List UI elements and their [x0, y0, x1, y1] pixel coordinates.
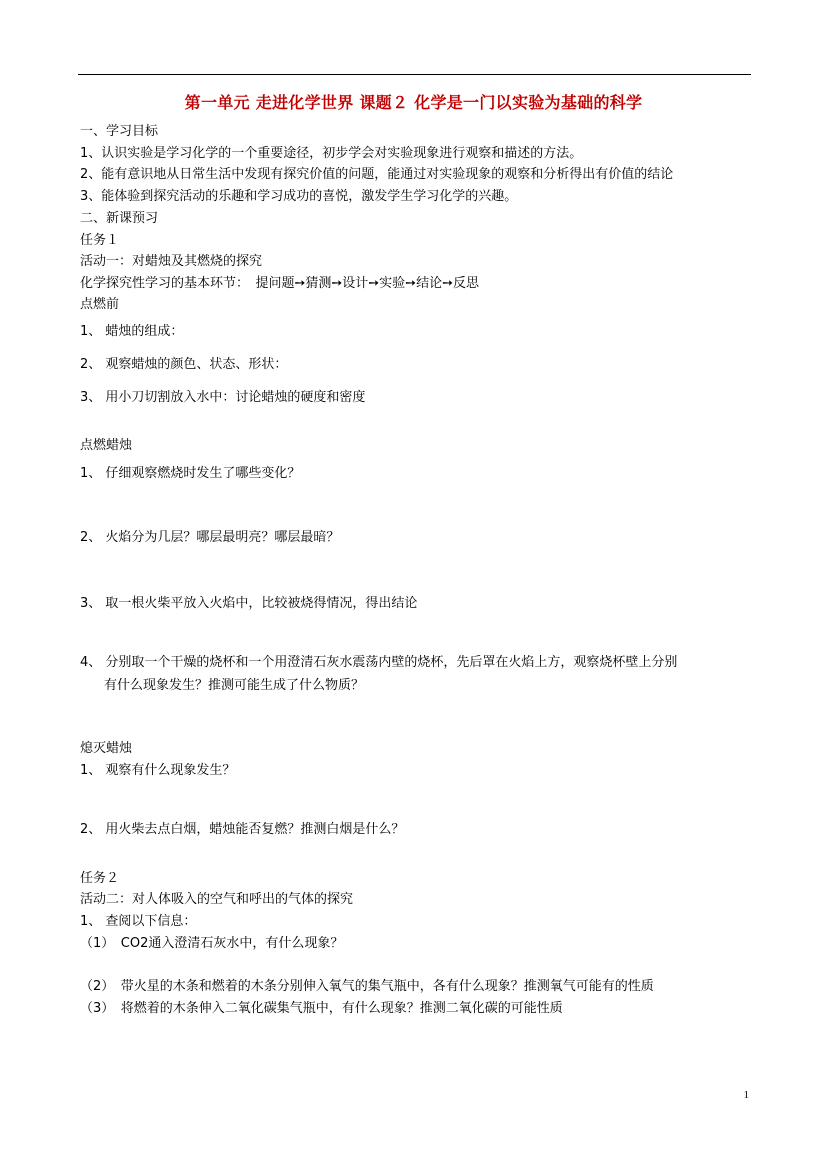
- preview-heading: 二、新课预习: [80, 211, 159, 226]
- inquiry-steps: 化学探究性学习的基本环节： 提问题➙猜测➙设计➙实验➙结论➙反思: [80, 276, 479, 291]
- activity1-heading: 活动一：对蜡烛及其燃烧的探究: [80, 254, 263, 269]
- extinguish-heading: 熄灭蜡烛: [80, 741, 133, 756]
- task2-label: 任务２: [80, 871, 120, 886]
- before-lighting-heading: 点燃前: [80, 297, 120, 312]
- header-rule: [78, 74, 751, 75]
- burning-item-4: 4、 分别取一个干燥的烧杯和一个用澄清石灰水震荡内壁的烧杯，先后罩在火焰上方，观察烧杯壁上分别: [80, 655, 678, 670]
- burning-heading: 点燃蜡烛: [80, 438, 133, 453]
- extinguish-item-2: 2、 用火柴去点白烟，蜡烛能否复燃？推测白烟是什么？: [80, 822, 405, 837]
- task1-label: 任务１: [80, 233, 120, 248]
- before-item-3: 3、 用小刀切割放入水中：讨论蜡烛的硬度和密度: [80, 390, 366, 405]
- page-number: 1: [743, 1089, 749, 1101]
- before-item-2: 2、 观察蜡烛的颜色、状态、形状：: [80, 357, 288, 372]
- extinguish-item-1: 1、 观察有什么现象发生？: [80, 763, 236, 778]
- info-item-3: （3） 将燃着的木条伸入二氧化碳集气瓶中，有什么现象？推测二氧化碳的可能性质: [80, 1001, 563, 1016]
- goal-item-2: 2、能有意识地从日常生活中发现有探究价值的问题，能通过对实验现象的观察和分析得出有价值的结论: [80, 167, 674, 182]
- activity2-heading: 活动二：对人体吸入的空气和呼出的气体的探究: [80, 892, 354, 907]
- goal-item-3: 3、能体验到探究活动的乐趣和学习成功的喜悦，激发学生学习化学的兴趣。: [80, 189, 518, 204]
- page-title: 第一单元 走进化学世界 课题２ 化学是一门以实验为基础的科学: [184, 93, 643, 112]
- burning-item-1: 1、 仔细观察燃烧时发生了哪些变化？: [80, 466, 301, 481]
- info-heading: 1、 查阅以下信息：: [80, 914, 197, 929]
- before-item-1: 1、 蜡烛的组成：: [80, 324, 184, 339]
- burning-item-4-cont: 有什么现象发生？推测可能生成了什么物质？: [104, 678, 365, 693]
- burning-item-3: 3、 取一根火柴平放入火焰中，比较被烧得情况，得出结论: [80, 596, 418, 611]
- burning-item-2: 2、 火焰分为几层？哪层最明亮？哪层最暗？: [80, 530, 340, 545]
- goals-heading: 一、学习目标: [80, 124, 159, 139]
- info-item-1: （1） CO2通入澄清石灰水中，有什么现象？: [80, 936, 344, 951]
- info-item-2: （2） 带火星的木条和燃着的木条分别伸入氧气的集气瓶中，各有什么现象？推测氧气可能有的性质: [80, 979, 654, 994]
- goal-item-1: 1、认识实验是学习化学的一个重要途径，初步学会对实验现象进行观察和描述的方法。: [80, 146, 583, 161]
